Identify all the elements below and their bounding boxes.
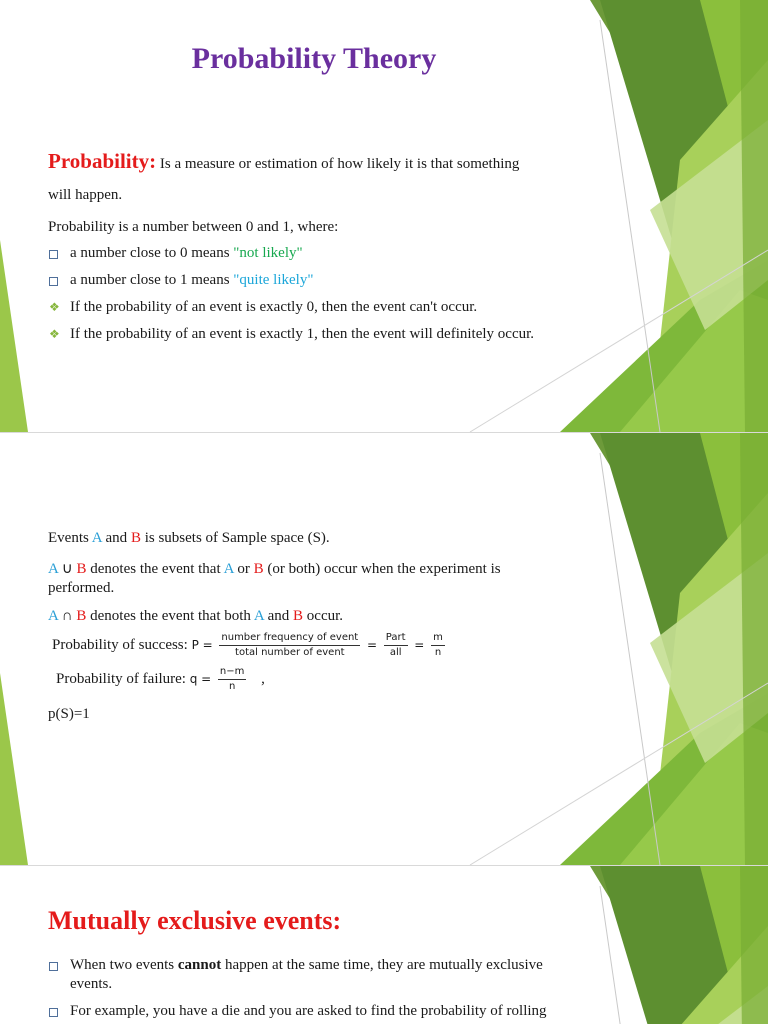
quote-not-likely: "not likely" [233,245,303,261]
slide-title: Probability Theory [191,42,437,75]
square-bullet-icon [49,244,58,266]
fraction-part-all: $\frac{\text{Part}}{\text{all}}$ [385,632,406,658]
success-formula: Probability of success: P = $\frac{\text{number frequency of event}}{\text{total number of event}}$ = $\frac{\text{Part}}{\text{all}}$ = $\frac{m}{n}$ [52,632,443,658]
bullet-text: a number close to 1 means [70,272,234,288]
sample-space-probability: p(S)=1 [48,706,90,722]
slide-events [0,433,768,865]
bullet-exactly-one: If the probability of an event is exactly 1, then the event will definitely occur. [70,326,535,342]
range-intro: Probability is a number between 0 and 1, where: [48,219,339,235]
bullet-die-example: For example, you have a die and you are asked to find the probability of rolling [70,1003,547,1019]
term-probability: Probability: [48,149,157,173]
failure-formula: Probability of failure: q = $\frac{n-m}{n}$ , [56,666,265,692]
bullet-quite-likely [70,271,313,290]
fraction-m-n: $\frac{m}{n}$ [433,632,443,658]
bullet-cannot-happen: When two events cannot happen at the same time, they are mutually exclusive [70,957,543,973]
fraction-frequency: $\frac{\text{number frequency of event}}{\text{total number of event}}$ [221,632,359,658]
fraction-n-minus-m: $\frac{n-m}{n}$ [219,666,245,692]
intersection-line: A ∩ B denotes the event that both A and B occur. [48,608,344,624]
green-decoration [0,866,768,1024]
diamond-bullet-icon: ❖ [49,300,60,314]
slide-probability-theory [0,0,768,432]
union-line-cont: performed. [48,580,115,596]
union-line: A ∪ B denotes the event that A or B (or both) occur when the experiment is [48,561,501,577]
failure-label: Probability of failure: [56,670,190,687]
slide-mutually-exclusive [0,866,768,1024]
square-bullet-icon [49,271,58,293]
slide-heading: Mutually exclusive events: [48,906,342,935]
definition-text: Is a measure or estimation of how likely it is that something [156,156,520,172]
definition-cont: will happen. [48,187,123,203]
success-label: Probability of success: [52,636,192,653]
square-bullet-icon [49,1002,58,1024]
quote-quite-likely: "quite likely" [233,272,314,288]
square-bullet-icon [49,956,58,978]
diamond-bullet-icon: ❖ [49,327,60,341]
bullet-not-likely [70,244,303,263]
bullet-cannot-happen-cont: events. [70,976,113,992]
definition-line [48,149,520,174]
events-subsets-line: Events A and B is subsets of Sample space (S). [48,530,330,546]
bullet-text: a number close to 0 means [70,245,234,261]
bullet-exactly-zero: If the probability of an event is exactly 0, then the event can't occur. [70,299,478,315]
